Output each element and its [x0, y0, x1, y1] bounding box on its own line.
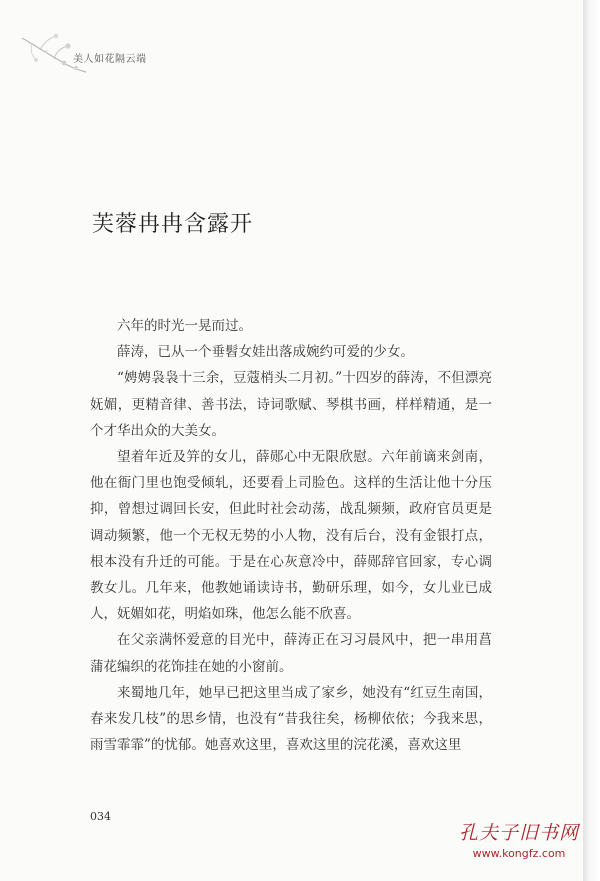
paragraph: 在父亲满怀爱意的目光中，薛涛正在习习晨风中，把一串用菖蒲花编织的花饰挂在她的小窗前。 [90, 632, 492, 675]
chapter-title: 芙蓉冉冉含露开 [92, 212, 254, 237]
page-edge-shadow [583, 0, 600, 881]
watermark [458, 818, 580, 860]
watermark-brand: 孔夫子旧书网 [458, 822, 579, 844]
watermark-url: www.kongfz.com [472, 847, 566, 860]
body-text [90, 313, 492, 758]
running-header: 美人如花隔云端 [73, 54, 147, 65]
paragraph: 薛涛，已从一个垂髫女娃出落成婉约可爱的少女。 [117, 344, 414, 361]
paragraph: 来蜀地几年，她早已把这里当成了家乡，她没有“红豆生南国，春来发几枝”的思乡情，也没有“昔我往矣，杨柳依依；今我来思，雨雪霏霏”的忧郁。她喜欢这里，喜欢这里的浣花溪，喜欢这里 [90, 684, 492, 754]
paragraph: 六年的时光一晃而过。 [117, 318, 252, 334]
page-number: 034 [90, 810, 111, 823]
paragraph: 望着年近及笄的女儿，薛郧心中无限欣慰。六年前谪来剑南，他在衙门里也饱受倾轧，还要看上司脸色。这样的生活让他十分压抑，曾想过调回长安，但此时社会动荡，战乱频频，政府官员更是调动频繁，他一个无权无势的小人物，没有后台，没有金银打点，根本没有升迁的可能。于是在心灰意冷中，薛郧辞官回家，专心调教女儿。几年来，他教她诵读诗书，勤研乐理，如今，女儿业已成人，妩媚如花，明焰如珠，他怎么能不欣喜。 [90, 449, 492, 623]
paragraph: “娉娉袅袅十三余，豆蔻梢头二月初。”十四岁的薛涛，不但漂亮妩媚，更精音律、善书法，诗词歌赋、琴棋书画，样样精通，是一个才华出众的大美女。 [90, 370, 492, 439]
